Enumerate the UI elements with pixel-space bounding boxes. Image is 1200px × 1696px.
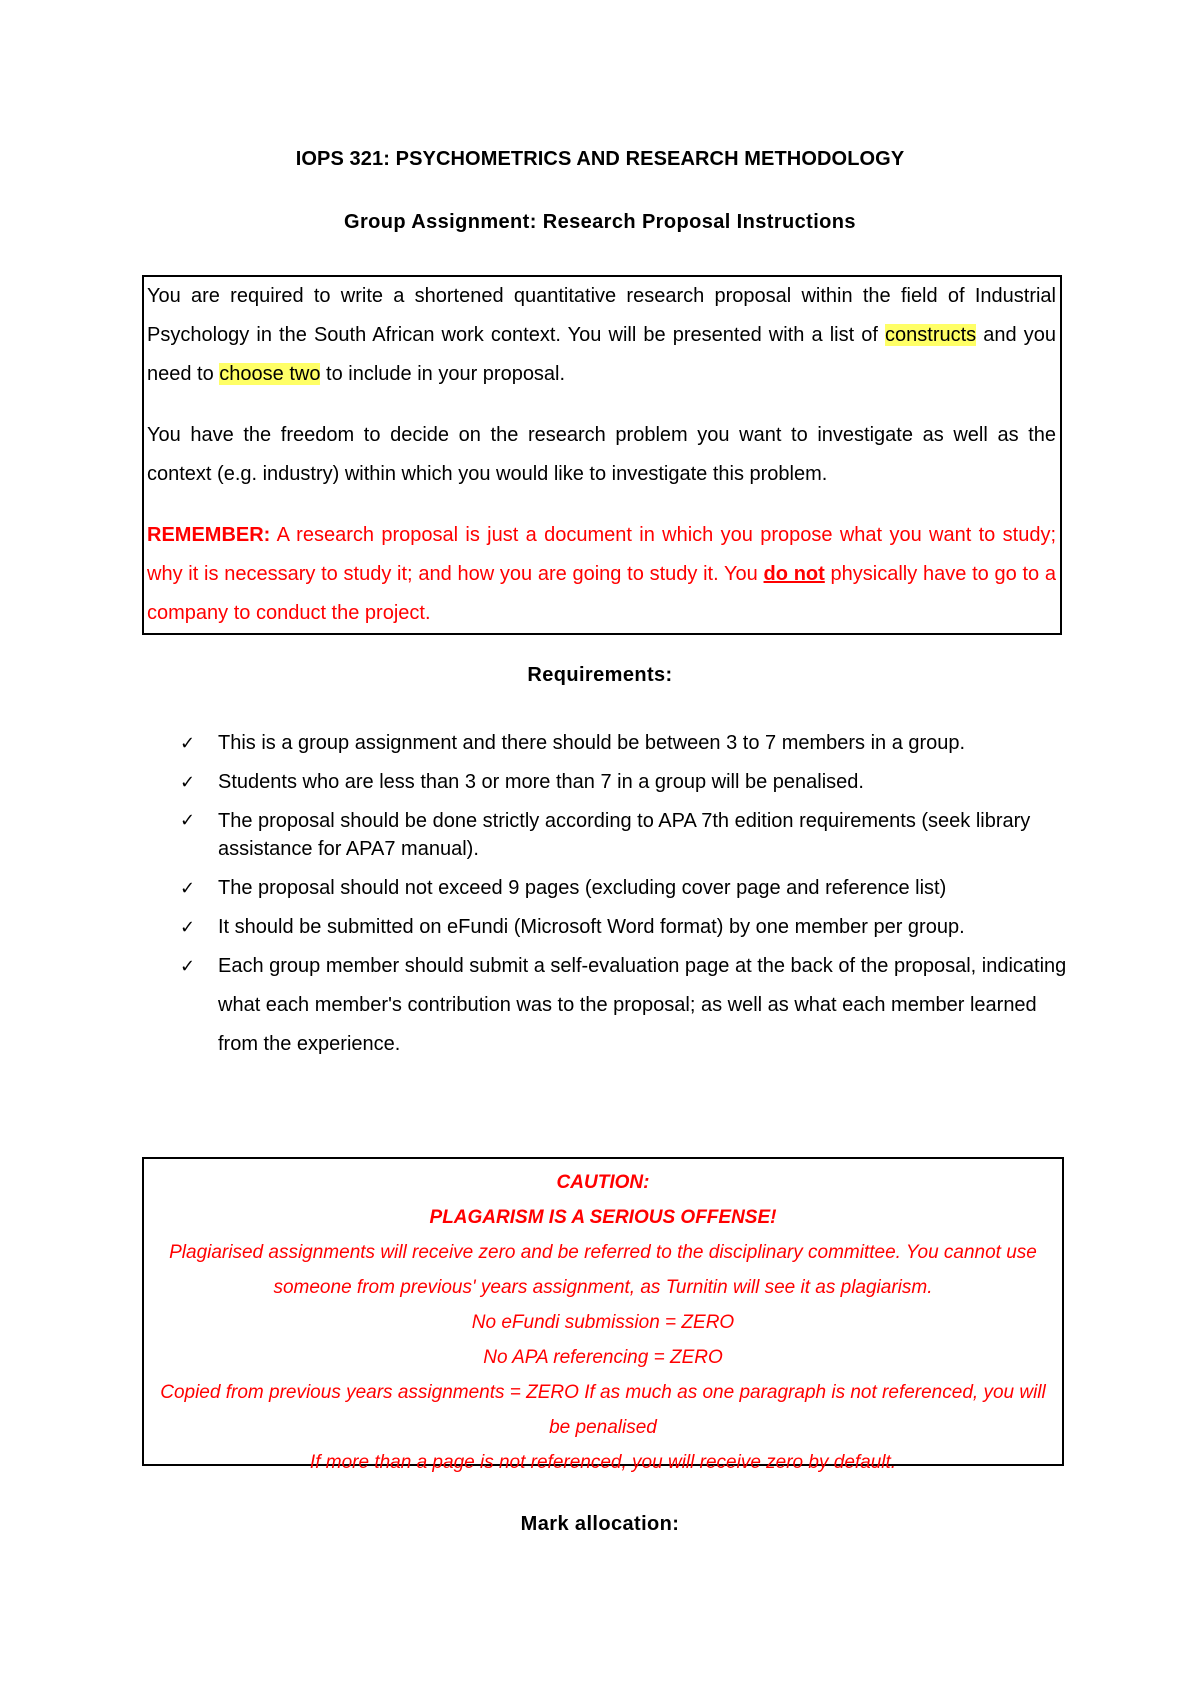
- document-subtitle: Group Assignment: Research Proposal Instructions: [344, 211, 856, 233]
- intro-paragraph-2: You have the freedom to decide on the research problem you want to investigate as well as the context (e.g. industry) within which you would like to investigate this problem.: [147, 424, 1056, 485]
- remember-label: REMEMBER:: [147, 524, 271, 546]
- checkmark-icon: ✓: [180, 772, 196, 793]
- caution-line: No APA referencing = ZERO: [483, 1347, 723, 1368]
- intro-text: and you need to: [147, 324, 1057, 385]
- requirements-list: [180, 724, 1080, 1064]
- remember-paragraph: [147, 516, 1056, 633]
- caution-line: If more than a page is not referenced, you will receive zero by default.: [309, 1452, 897, 1473]
- intro-text: to include in your proposal.: [320, 363, 566, 385]
- list-item: ✓ Each group member should submit a self-evaluation page at the back of the proposal, indicating what each member's contribution was to the proposal; as well as what each member learned from the experience.: [180, 947, 1080, 1064]
- mark-allocation-heading: Mark allocation:: [520, 1513, 680, 1535]
- remember-text: A research proposal is just a document in which you propose what you want to study; why it is necessary to study it; and how you are going to study it. You: [147, 524, 1056, 585]
- checkmark-icon: ✓: [180, 917, 196, 938]
- highlight-constructs: constructs: [885, 324, 977, 346]
- caution-box: [142, 1157, 1064, 1473]
- list-item: ✓ It should be submitted on eFundi (Microsoft Word format) by one member per group.: [180, 908, 1080, 947]
- caution-line: No eFundi submission = ZERO: [471, 1312, 735, 1333]
- caution-line: Copied from previous years assignments = ZERO If as much as one paragraph is not referenced, you will be penalised: [160, 1382, 1046, 1438]
- caution-heading: CAUTION:: [556, 1172, 650, 1193]
- remember-text: physically have to go to a company to conduct the project.: [147, 563, 1056, 624]
- list-item: ✓ The proposal should be done strictly according to APA 7th edition requirements (seek library assistance for APA7 manual).: [180, 802, 1080, 869]
- caution-line: Plagiarised assignments will receive zero and be referred to the disciplinary committee. You cannot use someone from previous' years assignment, as Turnitin will see it as plagiarism.: [169, 1242, 1037, 1298]
- do-not-emphasis: do not: [763, 563, 825, 585]
- list-item: ✓ This is a group assignment and there should be between 3 to 7 members in a group.: [180, 724, 1080, 763]
- document-title: IOPS 321: PSYCHOMETRICS AND RESEARCH METHODOLOGY: [295, 148, 905, 170]
- highlight-choose-two: choose two: [219, 363, 321, 385]
- checkmark-icon: ✓: [180, 810, 196, 831]
- instructions-box: [142, 275, 1062, 635]
- checkmark-icon: ✓: [180, 956, 196, 977]
- requirements-heading: Requirements:: [527, 664, 673, 686]
- checkmark-icon: ✓: [180, 878, 196, 899]
- list-item: ✓ The proposal should not exceed 9 pages (excluding cover page and reference list): [180, 869, 1080, 908]
- intro-text: You are required to write a shortened quantitative research proposal within the field of Industrial Psychology in the South African work context. You will be presented with a list of: [147, 285, 1056, 346]
- checkmark-icon: ✓: [180, 733, 196, 754]
- list-item: ✓ Students who are less than 3 or more than 7 in a group will be penalised.: [180, 763, 1080, 802]
- intro-paragraph-1: [147, 277, 1056, 394]
- plagiarism-warning: PLAGARISM IS A SERIOUS OFFENSE!: [429, 1207, 777, 1228]
